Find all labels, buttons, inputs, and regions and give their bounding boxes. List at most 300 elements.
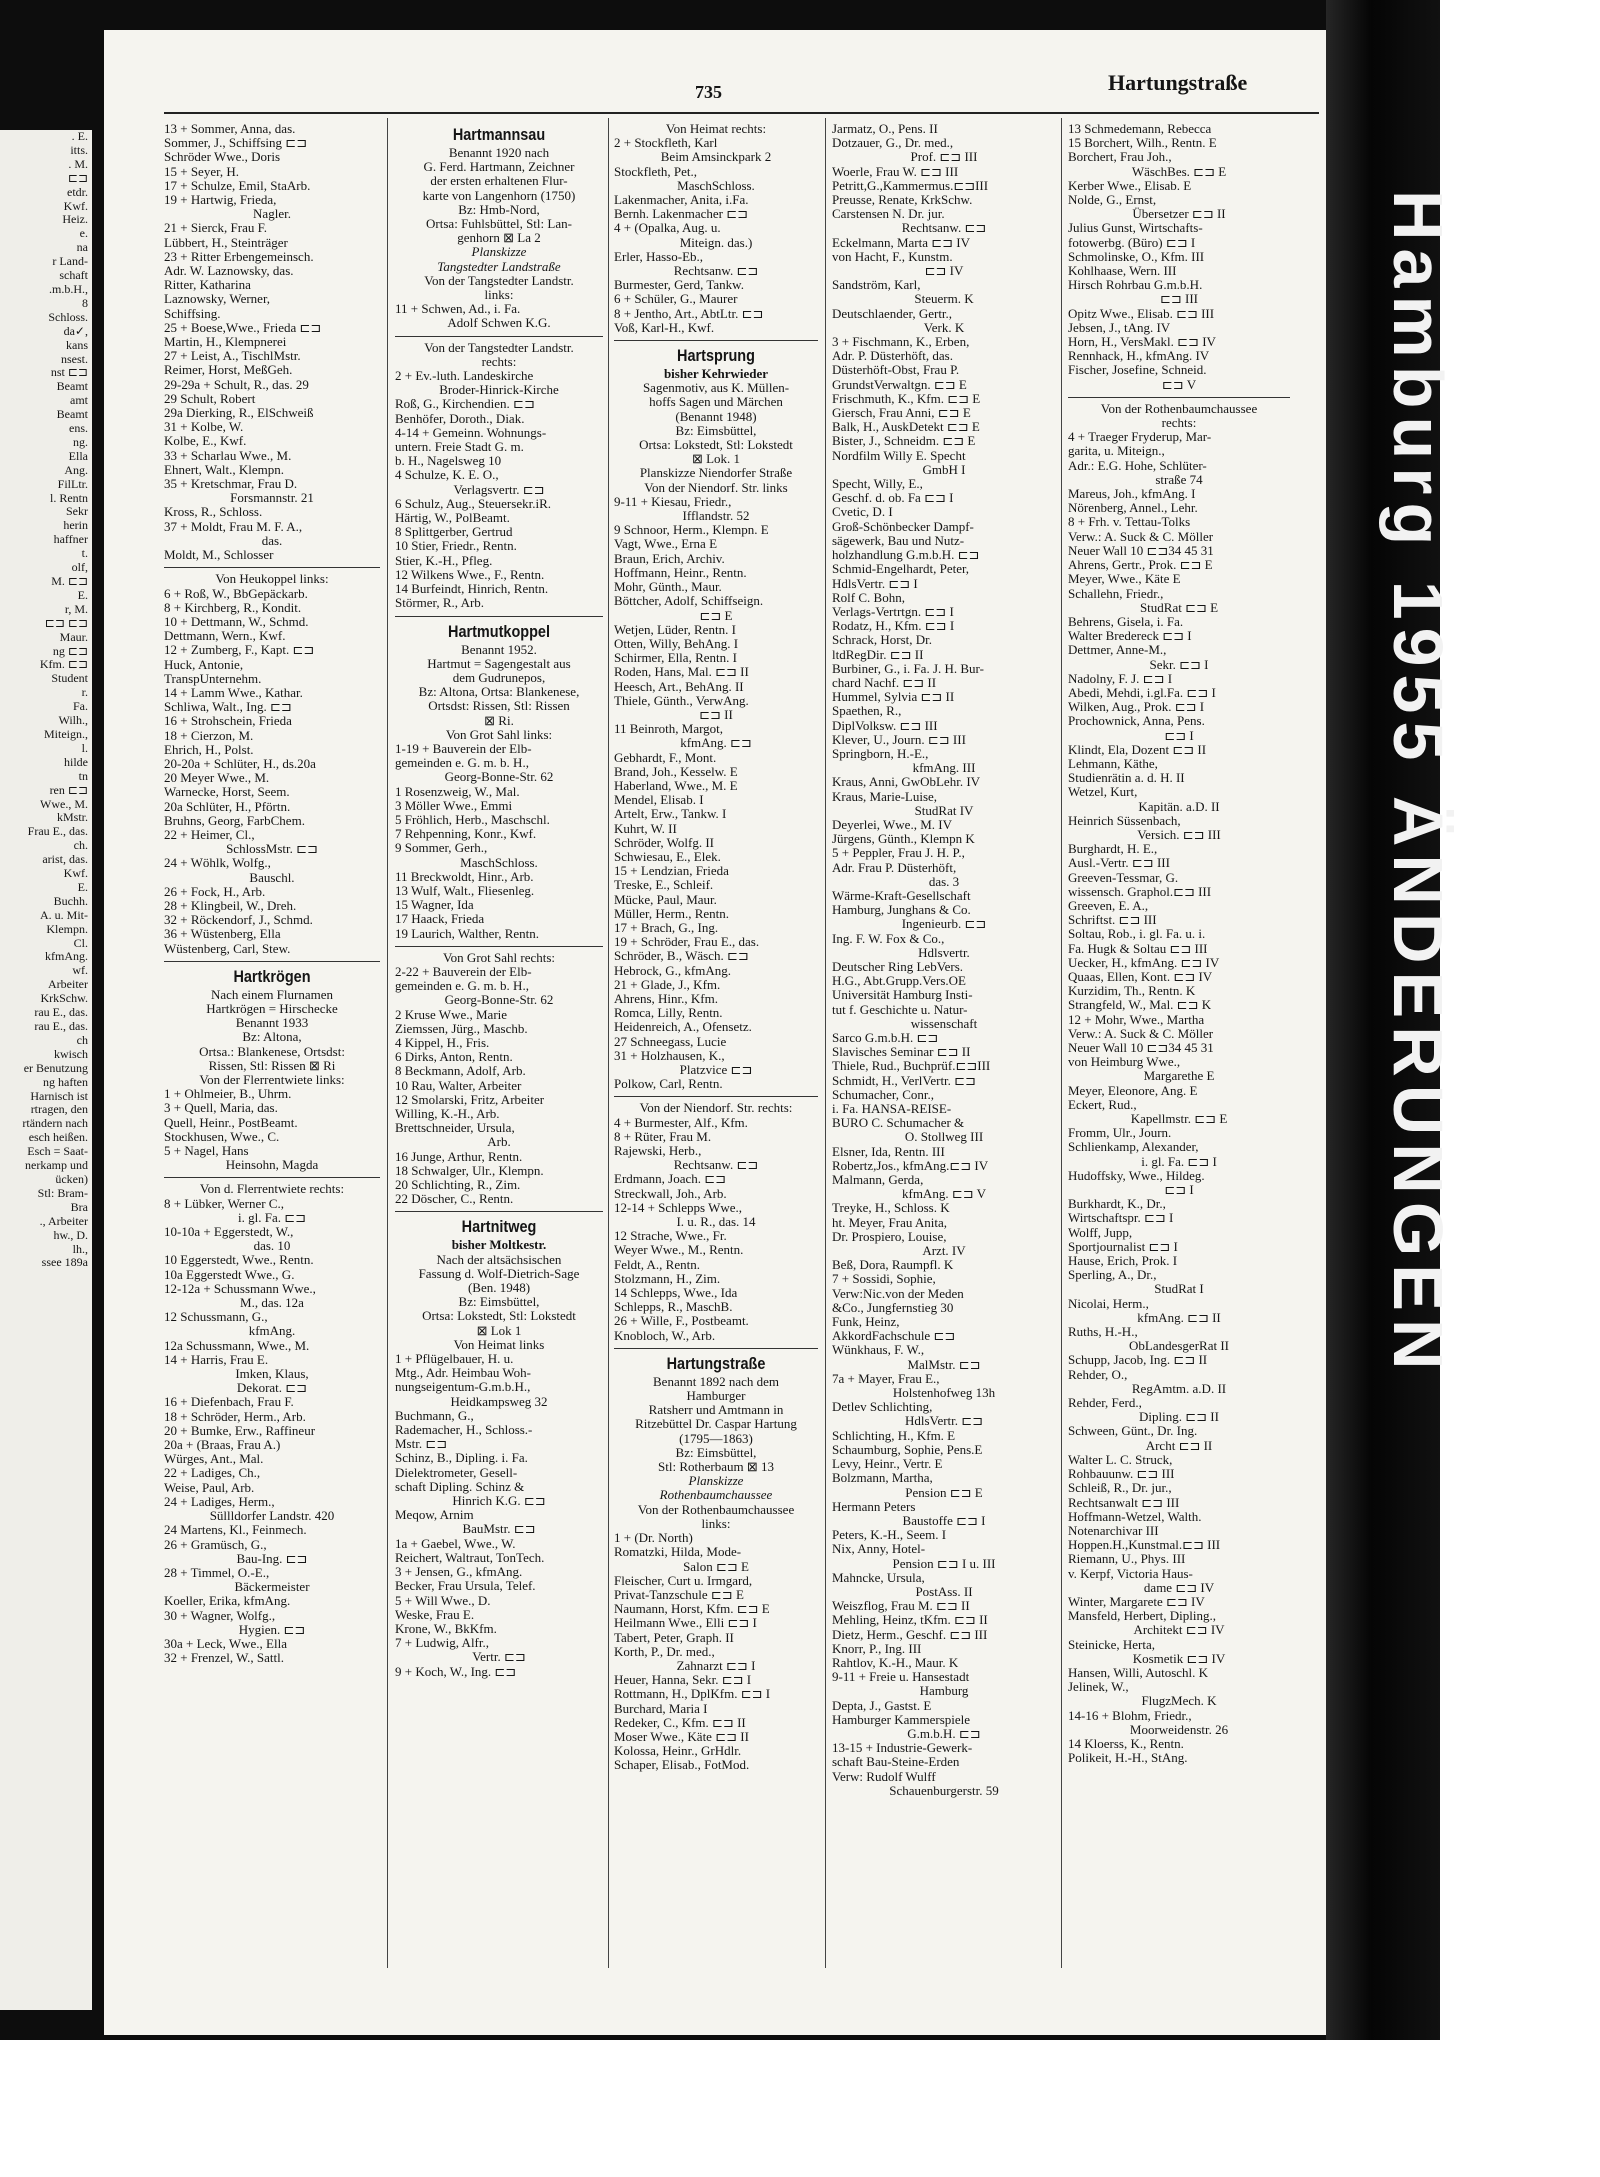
directory-entry: 1 + Ohlmeier, B., Uhrm. xyxy=(164,1086,292,1102)
directory-entry: Beim Amsinckpark 2 xyxy=(660,149,772,165)
previous-page-fragment: kwisch xyxy=(54,1046,88,1061)
directory-entry: Schallehn, Friedr., xyxy=(1068,585,1164,601)
directory-entry: Nagler. xyxy=(253,206,291,222)
previous-page-fragment: A. u. Mit- xyxy=(40,907,88,922)
directory-entry: 6 Dirks, Anton, Rentn. xyxy=(395,1049,513,1065)
previous-page-fragment: wf. xyxy=(72,963,88,978)
directory-entry: Steuerm. K xyxy=(914,291,974,307)
directory-entry: Reimer, Horst, MeßGeh. xyxy=(164,362,293,378)
directory-entry: Nörenberg, Annel., Lehr. xyxy=(1068,500,1198,516)
directory-entry: Arb. xyxy=(487,1134,511,1150)
directory-entry: Meqow, Arnim xyxy=(395,1507,474,1523)
directory-entry: Rechtsanw. ⊏⊐ xyxy=(673,1157,759,1173)
directory-entry: Rehder, Ferd., xyxy=(1068,1395,1142,1411)
directory-entry: Nix, Anny, Hotel- xyxy=(832,1541,926,1557)
directory-entry: 7 + Sossidi, Sophie, xyxy=(832,1271,936,1287)
directory-entry: Balk, H., AuskDetekt ⊏⊐ E xyxy=(832,419,980,435)
directory-entry: Hdlsvertr. xyxy=(918,944,970,960)
directory-entry: Verlagsvertr. ⊏⊐ xyxy=(453,481,545,497)
directory-entry: Ahrens, Hinr., Kfm. xyxy=(614,990,718,1006)
directory-entry: 7a + Mayer, Frau E., xyxy=(832,1370,940,1386)
directory-entry: 12a Schussmann, Wwe., M. xyxy=(164,1337,310,1353)
directory-entry: Prof. ⊏⊐ III xyxy=(910,149,978,165)
directory-entry: Wetjen, Lüder, Rentn. I xyxy=(614,621,736,637)
previous-page-fragment: l. Rentn xyxy=(50,490,88,505)
previous-page-fragment: r, M. xyxy=(64,601,88,616)
directory-entry: H.G., Abt.Grupp.Vers.OE xyxy=(832,973,966,989)
directory-entry: 28 + Klingbeil, W., Dreh. xyxy=(164,897,297,913)
directory-entry: Hygien. ⊏⊐ xyxy=(238,1621,306,1637)
directory-entry: 19 + Schröder, Frau E., das. xyxy=(614,934,760,950)
directory-entry: 4 Schulze, K. E. O., xyxy=(395,467,499,483)
directory-entry: Sommer, J., Schiffsing ⊏⊐ xyxy=(164,135,308,151)
directory-entry: Broder-Hinrick-Kirche xyxy=(439,382,559,398)
directory-entry: G.m.b.H. ⊏⊐ xyxy=(907,1725,981,1741)
directory-entry: Deyerlei, Wwe., M. IV xyxy=(832,816,952,832)
previous-page-fragment: rtändern nach xyxy=(22,1116,88,1131)
directory-entry: Woerle, Frau W. ⊏⊐ III xyxy=(832,163,959,179)
directory-entry: DiplVolksw. ⊏⊐ III xyxy=(832,717,938,733)
previous-page-fragment: na xyxy=(76,240,88,255)
directory-entry: Huck, Antonie, xyxy=(164,656,244,672)
directory-entry: Düsterhöft-Obst, Frau P. xyxy=(832,362,960,378)
directory-entry: Nolde, G., Ernst, xyxy=(1068,192,1157,208)
directory-entry: 2 + Stockfleth, Karl xyxy=(614,135,718,151)
column-2 xyxy=(395,122,603,2022)
directory-entry: Dotzauer, G., Dr. med., xyxy=(832,135,954,151)
directory-entry: 1a + Gaebel, Wwe., W. xyxy=(395,1535,516,1551)
directory-entry: von Hacht, F., Kunstm. xyxy=(832,248,953,264)
directory-entry: Hause, Erich, Prok. I xyxy=(1068,1253,1178,1269)
column-divider xyxy=(1061,118,1062,1968)
directory-entry: Meyer, Wwe., Käte E xyxy=(1068,571,1181,587)
previous-page-fragment: ens. xyxy=(69,421,88,436)
directory-entry: Bernh. Lakenmacher ⊏⊐ xyxy=(614,206,749,222)
previous-page-fragment: ch. xyxy=(73,838,88,853)
previous-page-fragment: herin xyxy=(63,518,88,533)
previous-page-fragment: e. xyxy=(79,226,88,241)
directory-entry: 7 Rehpenning, Konr., Kwf. xyxy=(395,826,537,842)
gutter-text: Hamburg 1955 ÄNDERUNGEN xyxy=(1379,190,1457,1378)
directory-entry: Störmer, R., Arb. xyxy=(395,595,485,611)
directory-entry: GmbH I xyxy=(922,461,966,477)
directory-entry: Verw.: A. Suck & C. Möller xyxy=(1068,1025,1214,1041)
directory-entry: 2-22 + Bauverein der Elb- xyxy=(395,963,532,979)
previous-page-fragment: kMstr. xyxy=(56,810,88,825)
directory-entry: Nordfilm Willy E. Specht xyxy=(832,447,966,463)
previous-page-fragment: FilLtr. xyxy=(57,476,88,491)
directory-entry: Frischmuth, K., Kfm. ⊏⊐ E xyxy=(832,390,981,406)
directory-entry: Wärme-Kraft-Gesellschaft xyxy=(832,887,971,903)
directory-entry: Ausl.-Vertr. ⊏⊐ III xyxy=(1068,855,1170,871)
directory-entry: 15 Wagner, Ida xyxy=(395,897,474,913)
directory-entry: Adolf Schwen K.G. xyxy=(447,315,551,331)
directory-entry: 19 + Hartwig, Frieda, xyxy=(164,192,277,208)
directory-entry: 14 + Harris, Frau E. xyxy=(164,1351,269,1367)
directory-entry: Spaethen, R., xyxy=(832,703,902,719)
directory-entry: Von der Niendorf. Str. rechts: xyxy=(639,1100,793,1116)
previous-page-fragment: KrkSchw. xyxy=(40,991,88,1006)
directory-entry: 4 + Burmester, Alf., Kfm. xyxy=(614,1114,748,1130)
directory-entry: Hamburg xyxy=(919,1683,969,1699)
directory-entry: Burmester, Gerd, Tankw. xyxy=(614,277,744,293)
previous-page-fragment: ⊏⊐ xyxy=(67,170,88,185)
directory-entry: GrundstVerwaltgn. ⊏⊐ E xyxy=(832,376,967,392)
directory-entry: b. H., Nagelsweg 10 xyxy=(395,453,502,469)
previous-page-fragment: nerkamp und xyxy=(25,1158,88,1173)
directory-entry: 3 Möller Wwe., Emmi xyxy=(395,797,513,813)
directory-entry: schaft Dipling. Schinz & xyxy=(395,1478,525,1494)
directory-entry: Feldt, A., Rentn. xyxy=(614,1256,700,1272)
directory-entry: Lübbert, H., Steinträger xyxy=(164,234,288,250)
directory-entry: Stockfleth, Pet., xyxy=(614,163,698,179)
directory-entry: Sekr. ⊏⊐ I xyxy=(1149,656,1209,672)
directory-entry: Kerber Wwe., Elisab. E xyxy=(1068,177,1192,193)
directory-entry: Georg-Bonne-Str. 62 xyxy=(444,992,554,1008)
directory-entry: 4-14 + Gemeinn. Wohnungs- xyxy=(395,424,547,440)
directory-entry: 8 + Jentho, Art., AbtLtr. ⊏⊐ xyxy=(614,305,764,321)
directory-entry: 29a Dierking, R., ElSchweiß xyxy=(164,405,314,421)
directory-entry: 29 Schult, Robert xyxy=(164,390,256,406)
directory-entry: 16 + Strohschein, Frieda xyxy=(164,713,292,729)
directory-entry: 15 + Seyer, H. xyxy=(164,163,240,179)
directory-entry: ltdRegDir. ⊏⊐ II xyxy=(832,646,924,662)
directory-entry: 12 + Mohr, Wwe., Martha xyxy=(1068,1011,1205,1027)
directory-entry: Elsner, Ida, Rentn. III xyxy=(832,1143,945,1159)
previous-page-fragment: itts. xyxy=(70,142,88,157)
directory-entry: i. gl. Fa. ⊏⊐ xyxy=(237,1209,306,1225)
directory-entry: Holstenhofweg 13h xyxy=(892,1385,996,1401)
directory-entry: kfmAng. ⊏⊐ xyxy=(680,735,752,751)
directory-entry: Hansen, Willi, Autoschl. K xyxy=(1068,1664,1209,1680)
directory-entry: Kosmetik ⊏⊐ IV xyxy=(1132,1650,1226,1666)
directory-entry: Geschf. d. ob. Fa ⊏⊐ I xyxy=(832,490,954,506)
directory-entry: 7 + Ludwig, Alfr., xyxy=(395,1635,489,1651)
directory-entry: Rissen, Stl: Rissen ⊠ Ri xyxy=(208,1057,336,1073)
directory-entry: Salon ⊏⊐ E xyxy=(683,1558,749,1574)
directory-entry: Mendel, Elisab. I xyxy=(614,792,704,808)
directory-entry: 5 + Peppler, Frau J. H. P., xyxy=(832,845,965,861)
directory-entry: Ortsa.: Blankenese, Ortsdst: xyxy=(199,1043,345,1059)
previous-page-fragment: Wilh., xyxy=(58,713,88,728)
previous-page-fragment: . M. xyxy=(68,156,88,171)
directory-entry: Roden, Hans, Mal. ⊏⊐ II xyxy=(614,664,749,680)
directory-entry: Moser Wwe., Käte ⊏⊐ II xyxy=(614,1728,749,1744)
directory-entry: Kuhrt, W. II xyxy=(614,820,677,836)
directory-entry: Schupp, Jacob, Ing. ⊏⊐ II xyxy=(1068,1352,1208,1368)
directory-entry: 13-15 + Industrie-Gewerk- xyxy=(832,1740,973,1756)
directory-entry: Cvetic, D. I xyxy=(832,504,893,520)
directory-entry: Soltau, Rob., i. gl. Fa. u. i. xyxy=(1068,926,1206,942)
directory-entry: Von Grot Sahl rechts: xyxy=(442,949,556,965)
directory-entry: Dettmer, Anne-M., xyxy=(1068,642,1167,658)
directory-entry: Heidenreich, A., Ofensetz. xyxy=(614,1019,752,1035)
previous-page-strip xyxy=(0,130,92,2010)
directory-entry: Levy, Heinr., Vertr. E xyxy=(832,1456,943,1472)
directory-entry: Adr. Frau P. Düsterhöft, xyxy=(832,859,957,875)
directory-entry: (Ben. 1948) xyxy=(467,1280,531,1296)
directory-entry: Slavisches Seminar ⊏⊐ II xyxy=(832,1044,971,1060)
directory-entry: AkkordFachschule ⊏⊐ xyxy=(832,1328,956,1344)
directory-entry: Fromm, Ulr., Journ. xyxy=(1068,1125,1172,1141)
directory-entry: Rodatz, H., Kfm. ⊏⊐ I xyxy=(832,618,955,634)
directory-entry: Reichert, Waltraut, TonTech. xyxy=(395,1549,545,1565)
directory-entry: 22 Döscher, C., Rentn. xyxy=(395,1191,514,1207)
previous-page-fragment: nsest. xyxy=(61,351,88,366)
directory-entry: Mehling, Heinz, tKfm. ⊏⊐ II xyxy=(832,1612,988,1628)
directory-entry: Vertr. ⊏⊐ xyxy=(472,1649,526,1665)
directory-entry: Kolbe, E., Kwf. xyxy=(164,433,247,449)
directory-entry: 14-16 + Blohm, Friedr., xyxy=(1068,1707,1192,1723)
directory-entry: Romca, Lilly, Rentn. xyxy=(614,1005,723,1021)
directory-entry: WäschBes. ⊏⊐ E xyxy=(1131,163,1227,179)
directory-entry: MaschSchloss. xyxy=(460,854,538,870)
previous-page-fragment: Maur. xyxy=(59,629,88,644)
previous-page-fragment: arist, das. xyxy=(42,852,88,867)
directory-entry: Schween, Günt., Dr. Ing. xyxy=(1068,1423,1198,1439)
directory-entry: Rennhack, H., kfmAng. IV xyxy=(1068,348,1210,364)
directory-entry: Erler, Hasso-Eb., xyxy=(614,248,704,264)
directory-entry: Schaumburg, Sophie, Pens.E xyxy=(832,1441,983,1457)
directory-entry: 14 Schlepps, Wwe., Ida xyxy=(614,1285,738,1301)
directory-entry: 14 Burfeindt, Hinrich, Rentn. xyxy=(395,581,549,597)
directory-entry: Quell, Heinr., PostBeamt. xyxy=(164,1114,298,1130)
directory-entry: Nach der altsächsischen xyxy=(436,1251,562,1267)
directory-entry: MaschSchloss. xyxy=(677,177,755,193)
previous-page-fragment: Klempn. xyxy=(46,921,88,936)
directory-entry: 12 Smolarski, Fritz, Arbeiter xyxy=(395,1091,545,1107)
directory-entry: Rademacher, H., Schloss.- xyxy=(395,1422,533,1438)
directory-entry: Rechtsanw. ⊏⊐ xyxy=(901,220,987,236)
directory-entry: G. Ferd. Hartmann, Zeichner xyxy=(423,159,575,175)
previous-page-fragment: Bra xyxy=(70,1199,88,1214)
previous-page-fragment: rtragen, den xyxy=(30,1102,88,1117)
previous-page-fragment: l. xyxy=(81,740,88,755)
previous-page-fragment: t. xyxy=(81,546,88,561)
column-divider xyxy=(825,118,826,1968)
directory-entry: Benannt 1892 nach dem xyxy=(653,1373,779,1389)
directory-entry: Hamburger Kammerspiele xyxy=(832,1711,971,1727)
directory-entry: Bäckermeister xyxy=(234,1579,310,1595)
directory-entry: Redeker, C., Kfm. ⊏⊐ II xyxy=(614,1714,746,1730)
directory-entry: 25 + Boese,Wwe., Frieda ⊏⊐ xyxy=(164,319,322,335)
directory-entry: 2 + Ev.-luth. Landeskirche xyxy=(395,368,534,384)
directory-entry: 32 + Frenzel, W., Sattl. xyxy=(164,1650,284,1666)
directory-entry: Schlepps, R., MaschB. xyxy=(614,1299,733,1315)
directory-entry: Neuer Wall 10 ⊏⊐34 45 31 xyxy=(1068,1040,1214,1055)
directory-entry: Becker, Frau Ursula, Telef. xyxy=(395,1578,536,1594)
directory-entry: Schriftst. ⊏⊐ III xyxy=(1068,912,1157,928)
directory-entry: Planskizze xyxy=(688,1473,744,1489)
directory-entry: Dekorat. ⊏⊐ xyxy=(236,1380,308,1396)
column-divider xyxy=(387,118,388,1968)
directory-entry: 16 + Diefenbach, Frau F. xyxy=(164,1394,294,1410)
directory-entry: Dietz, Herm., Geschf. ⊏⊐ III xyxy=(832,1626,988,1642)
directory-entry: Julius Gunst, Wirtschafts- xyxy=(1068,220,1203,236)
directory-entry: 3 + Jensen, G., kfmAng. xyxy=(395,1564,523,1580)
directory-entry: Arzt. IV xyxy=(922,1243,966,1259)
directory-entry: 5 + Nagel, Hans xyxy=(164,1143,249,1159)
directory-entry: 27 + Leist, A., TischlMstr. xyxy=(164,348,301,364)
directory-entry: ⊏⊐ I xyxy=(1164,727,1194,743)
section-rule xyxy=(614,1348,818,1349)
directory-entry: Imken, Klaus, xyxy=(235,1366,309,1382)
previous-page-fragment: Heiz. xyxy=(62,212,88,227)
column-divider xyxy=(608,118,609,1968)
directory-entry: Greeven, E. A., xyxy=(1068,897,1149,913)
directory-entry: Dipling. ⊏⊐ II xyxy=(1139,1409,1219,1425)
previous-page-fragment: Buchh. xyxy=(53,893,88,908)
directory-entry: Ehrich, H., Polst. xyxy=(164,741,254,757)
directory-entry: Planskizze xyxy=(471,244,527,260)
directory-entry: 9 Sommer, Gerh., xyxy=(395,840,488,856)
directory-entry: ⊏⊐ IV xyxy=(924,263,964,279)
directory-entry: Bau-Ing. ⊏⊐ xyxy=(236,1550,308,1566)
directory-entry: 3 + Quell, Maria, das. xyxy=(164,1100,278,1116)
directory-entry: Malmann, Gerda, xyxy=(832,1172,924,1188)
directory-entry: 27 Schneegass, Lucie xyxy=(614,1033,727,1049)
directory-entry: Kraus, Marie-Luise, xyxy=(832,788,938,804)
directory-entry: Versich. ⊏⊐ III xyxy=(1137,826,1221,842)
directory-entry: 37 + Moldt, Frau M. F. A., xyxy=(164,518,303,534)
directory-entry: Ing. F. W. Fox & Co., xyxy=(832,930,945,946)
directory-entry: Winter, Margarete ⊏⊐ IV xyxy=(1068,1593,1205,1609)
directory-entry: Jürgens, Günth., Klempn K xyxy=(832,831,975,847)
directory-entry: (Benannt 1948) xyxy=(675,408,757,424)
directory-entry: Heidkampsweg 32 xyxy=(450,1393,548,1409)
directory-entry: Heilmann Wwe., Elli ⊏⊐ I xyxy=(614,1615,757,1631)
directory-entry: Bz: Hmb-Nord, xyxy=(458,201,540,217)
directory-entry: Bolzmann, Martha, xyxy=(832,1470,933,1486)
column-5 xyxy=(1068,122,1290,2022)
directory-entry: 10 Rau, Walter, Arbeiter xyxy=(395,1077,522,1093)
directory-entry: Weyer Wwe., M., Rentn. xyxy=(614,1242,744,1258)
directory-entry: Eckert, Rud., xyxy=(1068,1096,1137,1112)
directory-entry: 31 + Kolbe, W. xyxy=(164,419,244,435)
directory-entry: &Co., Jungfernstieg 30 xyxy=(832,1299,954,1315)
directory-entry: dem Gudrunepos, xyxy=(452,669,546,685)
directory-entry: HdlsVertr. ⊏⊐ I xyxy=(832,575,918,591)
directory-entry: Naumann, Horst, Kfm. ⊏⊐ E xyxy=(614,1601,770,1617)
previous-page-fragment: esch heißen. xyxy=(28,1130,88,1145)
directory-entry: Miteign. das.) xyxy=(679,234,753,250)
directory-entry: Von Grot Sahl links: xyxy=(445,726,553,742)
previous-page-fragment: hw., D. xyxy=(53,1227,88,1242)
directory-entry: 10 Eggerstedt, Wwe., Rentn. xyxy=(164,1252,314,1268)
directory-entry: Sandström, Karl, xyxy=(832,277,921,293)
directory-entry: Hartmut = Sagengestalt aus xyxy=(427,655,571,671)
directory-entry: straße 74 xyxy=(1155,471,1203,487)
directory-entry: 8 Splittgerber, Gertrud xyxy=(395,524,513,540)
directory-entry: Ritter, Katharina xyxy=(164,277,251,293)
directory-entry: Mansfeld, Herbert, Dipling., xyxy=(1068,1608,1217,1624)
directory-entry: Walter Bredereck ⊏⊐ I xyxy=(1068,628,1192,644)
previous-page-fragment: E. xyxy=(77,587,88,602)
directory-entry: das. xyxy=(261,532,283,548)
directory-entry: Strangfeld, W., Mal. ⊏⊐ K xyxy=(1068,997,1212,1013)
directory-entry: 29-29a + Schult, R., das. 29 xyxy=(164,376,309,392)
street-heading: Hartungstraße xyxy=(666,1353,766,1373)
directory-entry: garita, u. Miteign., xyxy=(1068,443,1165,459)
directory-entry: StudRat IV xyxy=(914,802,974,818)
directory-entry: Robertz,Jos., kfmAng.⊏⊐ IV xyxy=(832,1157,989,1173)
directory-entry: Brand, Joh., Kesselw. E xyxy=(614,763,738,779)
previous-page-fragment: Frau E., das. xyxy=(27,824,88,839)
directory-entry: Specht, Willy, E., xyxy=(832,476,923,492)
directory-entry: 9 + Koch, W., Ing. ⊏⊐ xyxy=(395,1663,517,1679)
directory-entry: Rothenbaumchaussee xyxy=(659,1487,773,1503)
directory-entry: genhorn ⊠ La 2 xyxy=(457,230,541,246)
directory-entry: Schmidt, H., VerlVertr. ⊏⊐ xyxy=(832,1072,976,1088)
directory-entry: 15 Borchert, Wilh., Rentn. E xyxy=(1068,135,1217,151)
column-4 xyxy=(832,122,1056,2022)
previous-page-fragment: 8 xyxy=(82,295,88,310)
directory-entry: Verk. K xyxy=(923,319,965,335)
directory-entry: Architekt ⊏⊐ IV xyxy=(1133,1622,1225,1638)
directory-entry: Von der Rothenbaumchaussee xyxy=(1100,400,1258,416)
directory-entry: SchlossMstr. ⊏⊐ xyxy=(226,841,318,857)
directory-entry: Dettmann, Wern., Kwf. xyxy=(164,628,286,644)
section-rule xyxy=(164,961,380,962)
directory-entry: ⊠ Lok. 1 xyxy=(691,451,741,467)
street-heading: Hartnitweg xyxy=(461,1217,537,1237)
previous-page-fragment: ren ⊏⊐ xyxy=(49,782,88,797)
directory-entry: Schrack, Horst, Dr. xyxy=(832,632,933,648)
directory-entry: Sagenmotiv, aus K. Müllen- xyxy=(642,380,790,396)
previous-page-fragment: ssee 189a xyxy=(41,1255,88,1270)
directory-entry: Schmid-Engelhardt, Peter, xyxy=(832,561,970,577)
directory-entry: Schlichting, H., Kfm. E xyxy=(832,1427,956,1443)
directory-entry: Hoffmann, Heinr., Rentn. xyxy=(614,564,747,580)
directory-entry: 8 + Lübker, Werner C., xyxy=(164,1195,284,1211)
directory-entry: links: xyxy=(484,287,514,303)
directory-entry: Universität Hamburg Insti- xyxy=(832,987,973,1003)
directory-entry: Ortsa: Lokstedt, Stl: Lokstedt xyxy=(422,1308,576,1324)
directory-entry: Georg-Bonne-Str. 62 xyxy=(444,769,554,785)
directory-entry: Adr. P. Düsterhöft, das. xyxy=(832,348,953,364)
directory-entry: 4 + (Opalka, Aug. u. xyxy=(614,220,721,236)
directory-entry: Bz: Eimsbüttel, xyxy=(675,1444,757,1460)
directory-entry: hoffs Sagen und Märchen xyxy=(649,394,783,410)
directory-entry: 10-10a + Eggerstedt, W., xyxy=(164,1224,294,1240)
directory-entry: wissensch. Graphol.⊏⊐ III xyxy=(1068,883,1212,899)
directory-entry: kfmAng. III xyxy=(912,760,976,776)
directory-entry: Thiele, Rud., Buchprüf.⊏⊐III xyxy=(832,1058,991,1074)
header-rule xyxy=(164,112,1319,114)
section-rule xyxy=(395,1211,603,1212)
directory-entry: 18 Schwalger, Ulr., Klempn. xyxy=(395,1162,544,1178)
directory-entry: 11 Beinroth, Margot, xyxy=(614,721,724,737)
directory-entry: 6 + Roß, W., BbGepäckarb. xyxy=(164,585,308,601)
directory-entry: Fa. Hugk & Soltau ⊏⊐ III xyxy=(1068,940,1208,956)
directory-entry: 4 Kippel, H., Fris. xyxy=(395,1034,490,1050)
directory-entry: ⊏⊐ I xyxy=(1164,1182,1194,1198)
directory-entry: 19 Laurich, Walther, Rentn. xyxy=(395,925,540,941)
directory-entry: Jebsen, J., tAng. IV xyxy=(1068,319,1171,335)
directory-entry: 3 + Fischmann, K., Erben, xyxy=(832,334,970,350)
directory-entry: Von der Rothenbaumchaussee xyxy=(637,1501,795,1517)
directory-entry: Von der Flerrentwiete links: xyxy=(199,1072,345,1087)
directory-entry: 36 + Wüstenberg, Ella xyxy=(164,926,281,942)
section-rule xyxy=(164,1177,380,1178)
directory-entry: 5 + Will Wwe., D. xyxy=(395,1592,491,1608)
directory-entry: Kapitän. a.D. II xyxy=(1138,798,1220,814)
directory-entry: HdlsVertr. ⊏⊐ xyxy=(904,1413,984,1429)
directory-entry: O. Stollweg III xyxy=(904,1129,984,1145)
directory-entry: 21 + Sierck, Frau F. xyxy=(164,220,268,236)
directory-entry: Artelt, Erw., Tankw. I xyxy=(614,806,727,822)
directory-entry: RegAmtm. a.D. II xyxy=(1131,1380,1227,1396)
